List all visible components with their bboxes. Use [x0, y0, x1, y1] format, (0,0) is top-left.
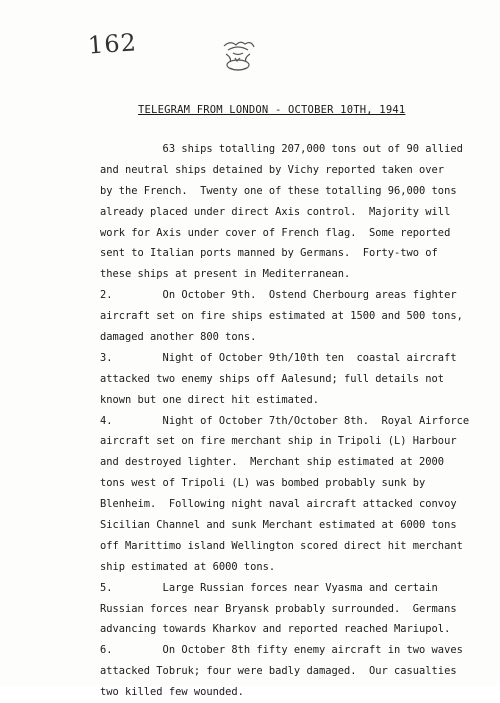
- text-line: 5. Large Russian forces near Vyasma and certain: [100, 581, 438, 594]
- text-line: ship estimated at 6000 tons.: [100, 560, 276, 573]
- text-line: damaged another 800 tons.: [100, 331, 257, 344]
- text-line: attacked Tobruk; four were badly damaged. Our casualties: [100, 665, 457, 678]
- text-line: 2. On October 9th. Ostend Cherbourg areas fighter: [100, 289, 457, 302]
- text-line: 63 ships totalling 207,000 tons out of 90 allied: [100, 143, 463, 155]
- text-line: by the French. Twenty one of these totalling 96,000 tons: [100, 184, 457, 197]
- text-line: known but one direct hit estimated.: [100, 393, 319, 406]
- seal-stamp-icon: [218, 38, 258, 72]
- text-line: attacked two enemy ships off Aalesund; full details not: [100, 372, 445, 385]
- text-line: Sicilian Channel and sunk Merchant estimated at 6000 tons: [100, 519, 457, 532]
- text-line: aircraft set on fire merchant ship in Tripoli (L) Harbour: [100, 435, 457, 448]
- text-line: Blenheim. Following night naval aircraft attacked convoy: [100, 498, 457, 511]
- text-line: these ships at present in Mediterranean.: [100, 268, 351, 281]
- text-line: advancing towards Kharkov and reported reached Mariupol.: [100, 623, 451, 636]
- telegram-title: TELEGRAM FROM LONDON - OCTOBER 10TH, 1941: [138, 104, 406, 116]
- text-line: 6. On October 8th fifty enemy aircraft in two waves: [100, 644, 463, 657]
- text-line: Russian forces near Bryansk probably surrounded. Germans: [100, 602, 457, 615]
- handwritten-page-number: 162: [87, 28, 138, 60]
- text-line: 4. Night of October 7th/October 8th. Royal Airforce: [100, 414, 470, 427]
- text-line: work for Axis under cover of French flag. Some reported: [100, 226, 451, 239]
- text-line: tons west of Tripoli (L) was bombed probably sunk by: [100, 477, 426, 490]
- text-line: off Marittimo island Wellington scored direct hit merchant: [100, 539, 463, 552]
- text-line: already placed under direct Axis control. Majority will: [100, 205, 451, 218]
- text-line: aircraft set on fire ships estimated at 1500 and 500 tons,: [100, 310, 463, 323]
- telegram-body: [100, 139, 480, 703]
- text-line: sent to Italian ports manned by Germans. Forty-two of: [100, 247, 438, 260]
- text-line: and neutral ships detained by Vichy reported taken over: [100, 163, 445, 176]
- text-line: 3. Night of October 9th/10th ten coastal aircraft: [100, 351, 457, 364]
- text-line: two killed few wounded.: [100, 686, 244, 699]
- text-line: and destroyed lighter. Merchant ship estimated at 2000: [100, 456, 445, 469]
